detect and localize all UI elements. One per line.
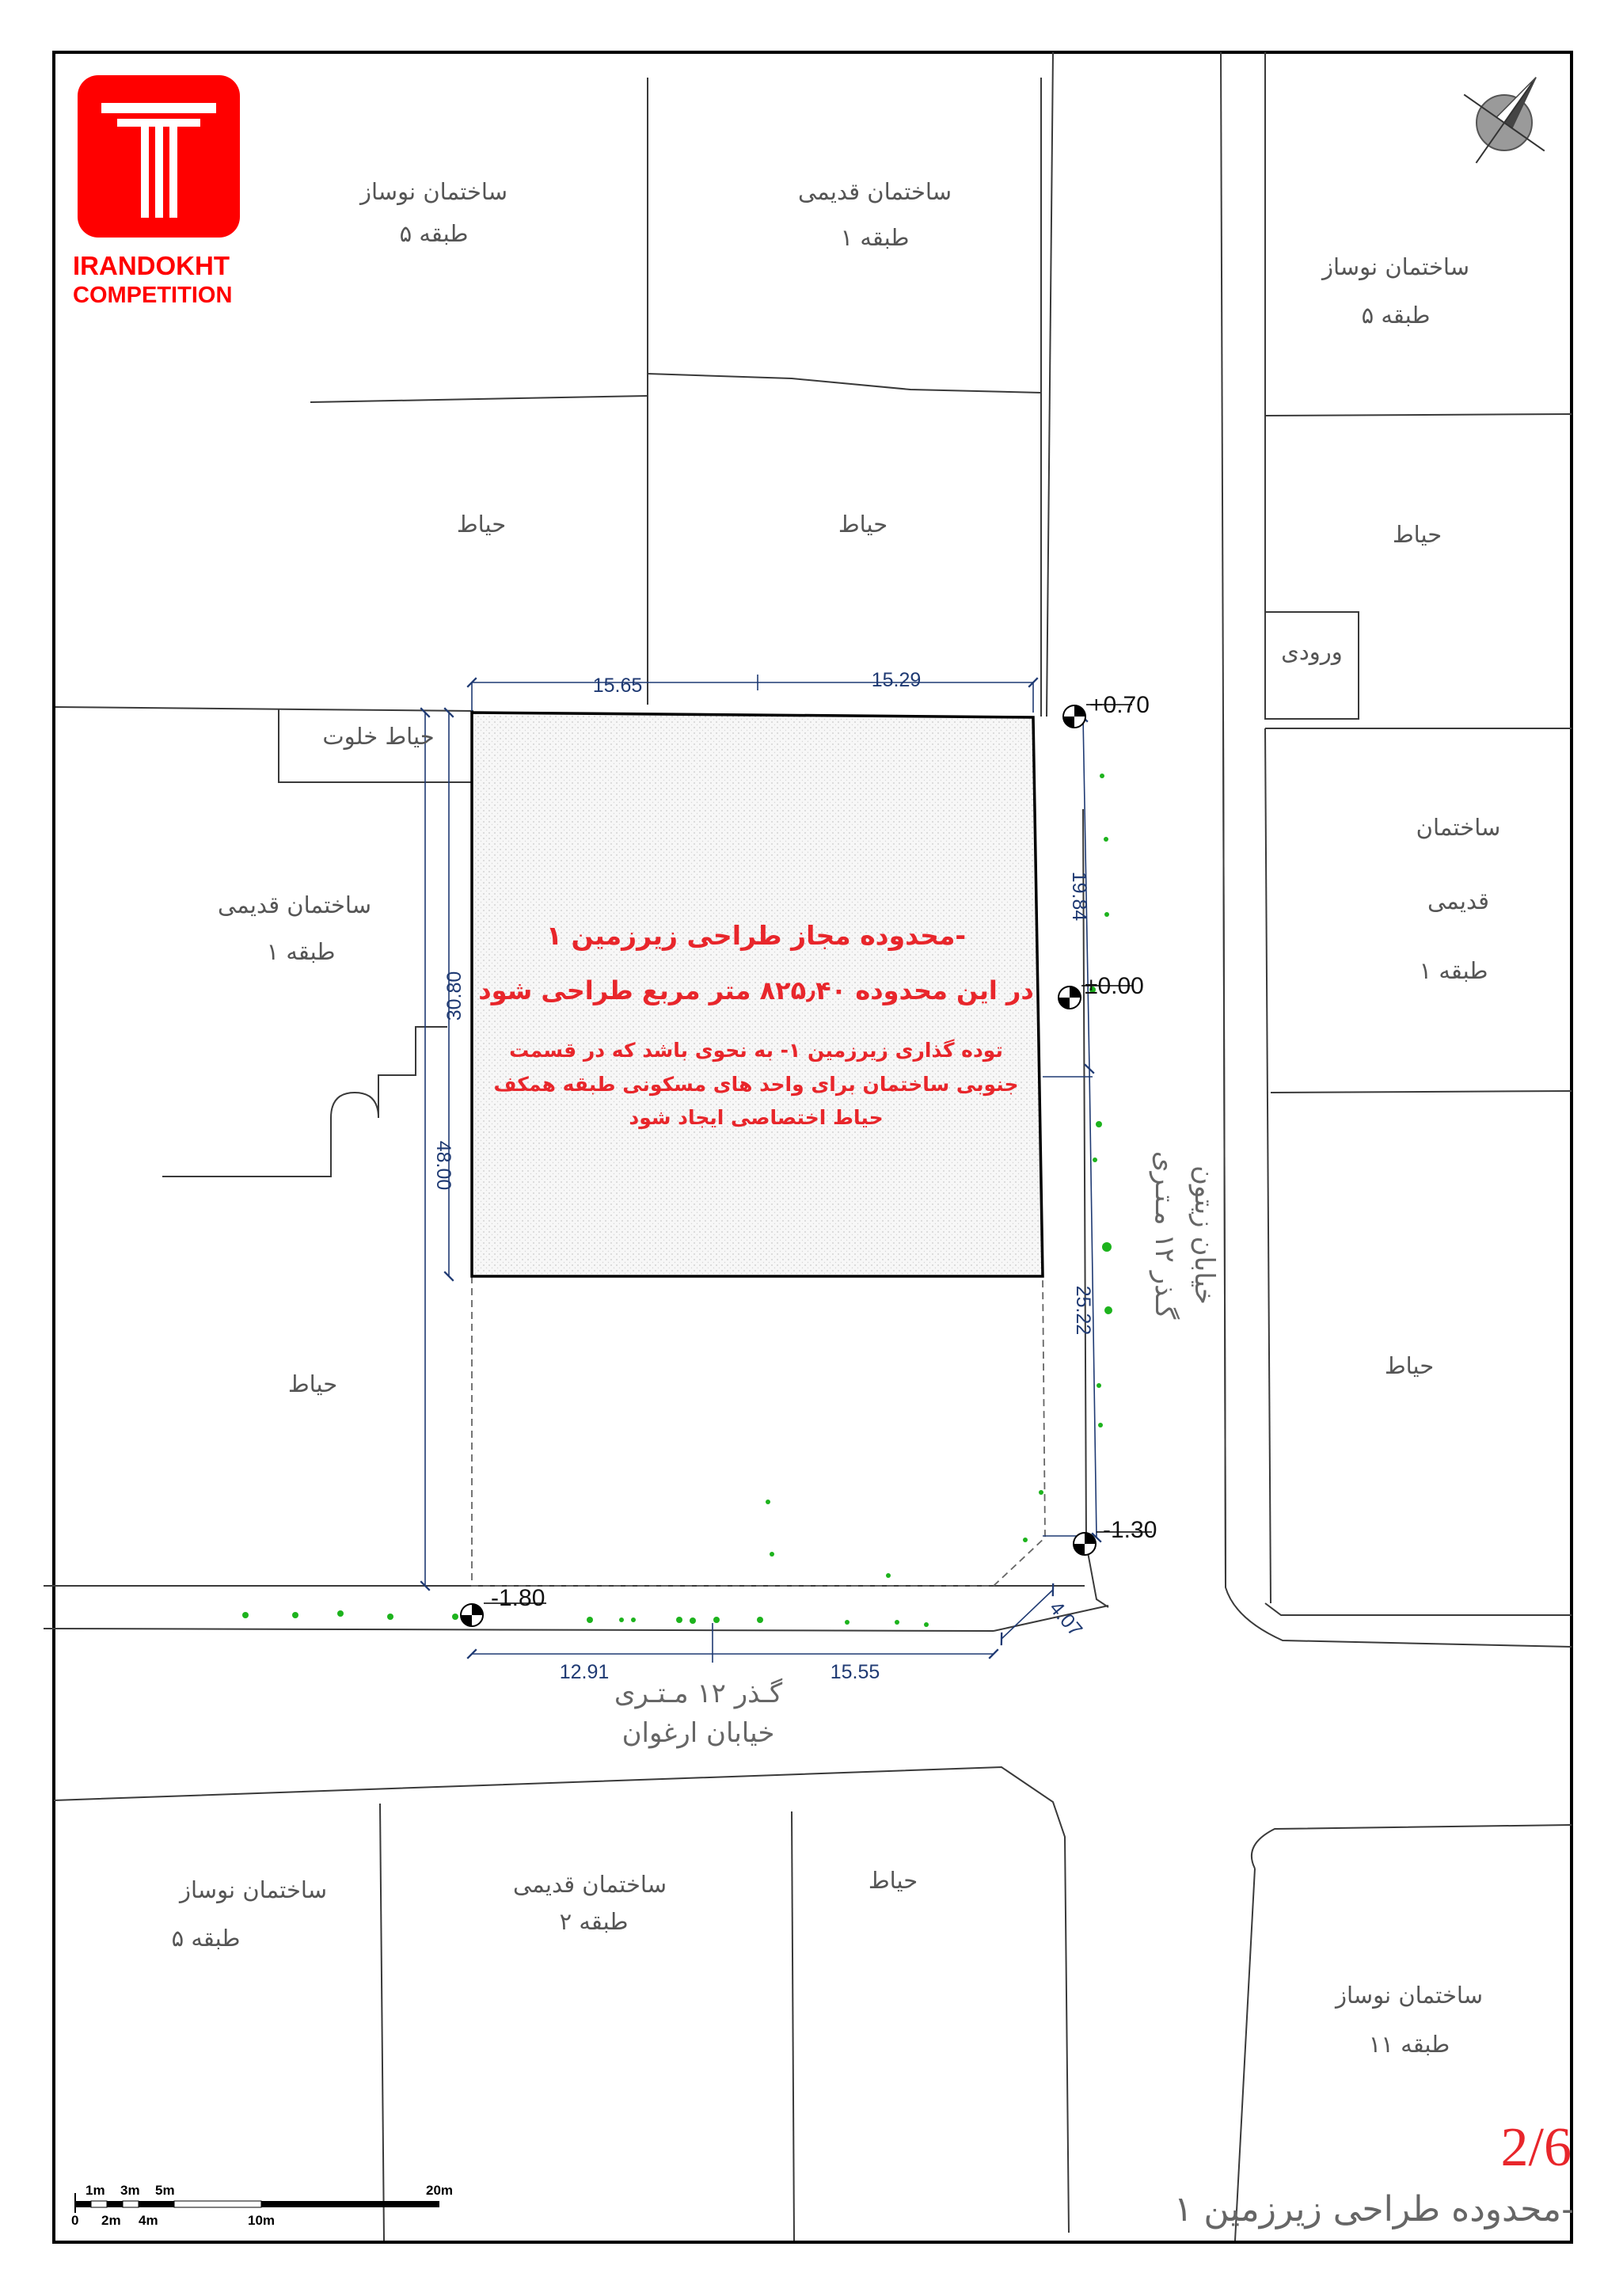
dim-bottom-left: 12.91 (559, 1661, 610, 1683)
irandokht-logo (78, 75, 240, 238)
north-arrow-icon (1464, 72, 1545, 163)
level-ne: +0.70 (1089, 692, 1150, 718)
label-n-building-type: ساختمان قدیمی (797, 178, 952, 205)
scale-label-5m: 5m (155, 2183, 175, 2198)
parcel-outline (472, 1276, 1045, 1586)
dim-left-upper: 30.80 (443, 971, 466, 1021)
label-sw-yard: حیاط (287, 1370, 338, 1397)
design-area-size: در این محدوده ۸۲۵٫۴۰ متر مربع طراحی شود (478, 975, 1034, 1005)
east-street-width: گـذر ۱۲ مـتـری (1149, 1150, 1180, 1320)
dim-top-left: 15.65 (592, 675, 643, 697)
logo-name-line2: COMPETITION (73, 283, 233, 308)
design-area-note-1: توده گذاری زیرزمین ۱- به نحوی باشد که در قسمت (509, 1039, 1003, 1062)
level-sw: -1.80 (491, 1585, 545, 1611)
label-se-building-floors: ۱۱ طبقه (1368, 2031, 1450, 2058)
scale-label-2m: 2m (101, 2213, 121, 2228)
scale-label-0: 0 (71, 2213, 79, 2228)
label-ne-yard: حیاط (1392, 521, 1442, 548)
scale-label-4m: 4m (139, 2213, 158, 2228)
scale-label-10m: 10m (248, 2213, 276, 2228)
dim-bottom-right: 15.55 (830, 1661, 880, 1683)
south-street-name: خیابان ارغوان (621, 1717, 775, 1749)
label-s2-building-floors: ۲ طبقه (559, 1908, 629, 1935)
sheet-page-number: 2/6 (1500, 2117, 1572, 2178)
label-w-building-type: ساختمان قدیمی (217, 891, 372, 918)
label-n-building-floors: ۱ طبقه (840, 224, 910, 251)
label-n-yard: حیاط (838, 511, 888, 538)
label-s1-building-type: ساختمان نوساز (179, 1876, 328, 1903)
design-area-title: محدوده مجاز طراحی زیرزمین ۱- (545, 920, 967, 951)
scale-label-1m: 1m (86, 2183, 105, 2198)
scale-label-20m: 20m (426, 2183, 454, 2198)
label-s-yard: حیاط (868, 1867, 918, 1894)
logo-name-line1: IRANDOKHT (73, 251, 230, 280)
label-e-building-floors: ۱ طبقه (1419, 957, 1488, 984)
label-s1-building-floors: ۵ طبقه (171, 1925, 241, 1952)
label-private-yard: حیاط خلوت (322, 723, 435, 750)
east-street-name: خیابان زیتون (1188, 1165, 1220, 1305)
design-area-note-2: جنوبی ساختمان برای واحد های مسکونی طبقه همکف (493, 1073, 1019, 1096)
design-area-note-3: حیاط اختصاصی ایجاد شود (629, 1106, 884, 1129)
label-entrance: ورودی (1281, 638, 1343, 665)
label-nw-yard: حیاط (456, 511, 507, 538)
dim-left-full: 48.00 (432, 1140, 454, 1191)
label-e-building-age: قدیمی (1427, 888, 1490, 914)
label-nw-building-type: ساختمان نوساز (359, 178, 508, 205)
label-w-building-floors: ۱ طبقه (266, 938, 336, 965)
label-ne-building-type: ساختمان نوساز (1321, 253, 1470, 280)
dim-right-lower: 25.22 (1072, 1285, 1094, 1336)
level-se: -1.30 (1103, 1517, 1157, 1543)
label-se-building-type: ساختمان نوساز (1335, 1982, 1484, 2009)
sheet-title: محدوده طراحی زیرزمین ۱- (1173, 2189, 1574, 2229)
label-s2-building-type: ساختمان قدیمی (512, 1871, 667, 1898)
scale-label-3m: 3m (120, 2183, 140, 2198)
label-e-building-type: ساختمان (1416, 814, 1501, 841)
dim-top-right: 15.29 (871, 669, 922, 691)
level-e: ±0.00 (1085, 973, 1144, 999)
dim-corner: 4.07 (1044, 1597, 1087, 1641)
label-nw-building-floors: ۵ طبقه (399, 220, 469, 247)
label-ne-building-floors: ۵ طبقه (1361, 302, 1431, 329)
label-e-yard: حیاط (1384, 1352, 1435, 1379)
dim-right-upper: 19.84 (1068, 871, 1090, 922)
south-street-width: گـذر ۱۲ مـتـری (614, 1678, 783, 1709)
